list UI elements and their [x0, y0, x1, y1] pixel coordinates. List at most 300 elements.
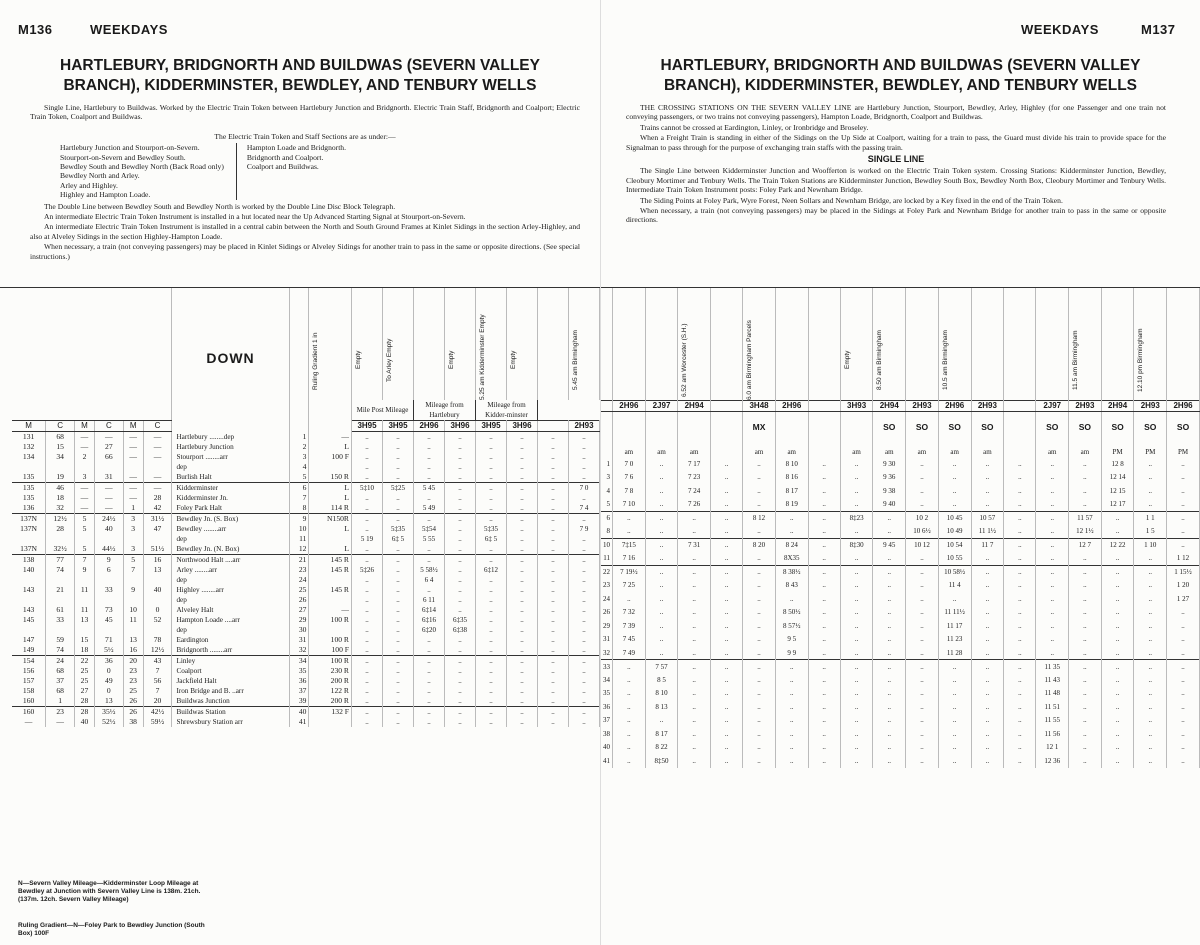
- time-cell: ..: [873, 619, 906, 633]
- time-cell: ..: [569, 696, 600, 707]
- mileage-cell: 77: [46, 555, 75, 566]
- train-code: 2H94: [873, 400, 906, 411]
- ampm-label: am: [678, 443, 711, 457]
- time-cell: ..: [678, 741, 711, 755]
- mileage-cell: 36: [94, 656, 123, 667]
- time-cell: ..: [569, 514, 600, 525]
- time-cell: ..: [569, 442, 600, 452]
- ampm-label: am: [1069, 443, 1102, 457]
- station-name: Hartlebury Junction: [172, 442, 289, 452]
- time-cell: 1 15½: [1167, 565, 1200, 579]
- time-cell: 6‡ 5: [383, 534, 414, 544]
- time-cell: ..: [569, 605, 600, 615]
- time-cell: ..: [971, 727, 1004, 741]
- station-name: Shrewsbury Station arr: [172, 717, 289, 727]
- mileage-cell: 12½: [143, 645, 172, 656]
- time-cell: ..: [445, 472, 476, 483]
- train-label-cell: [938, 288, 971, 400]
- time-cell: ..: [476, 514, 507, 525]
- time-cell: ..: [678, 619, 711, 633]
- time-cell: ..: [840, 565, 873, 579]
- time-cell: ..: [1004, 673, 1036, 687]
- down-label: DOWN: [206, 350, 255, 367]
- time-cell: ..: [538, 575, 569, 585]
- mc-header: M: [75, 421, 95, 432]
- time-cell: ..: [873, 565, 906, 579]
- time-cell: ..: [613, 714, 646, 728]
- time-cell: ..: [645, 606, 678, 620]
- time-cell: ..: [445, 635, 476, 645]
- time-cell: 6‡12: [476, 565, 507, 575]
- time-cell: ..: [775, 660, 808, 674]
- table-row: [12, 472, 600, 483]
- time-cell: ..: [538, 534, 569, 544]
- time-cell: ..: [1069, 498, 1102, 512]
- time-cell: ..: [569, 686, 600, 696]
- time-cell: ..: [1134, 552, 1167, 566]
- time-cell: ..: [445, 544, 476, 555]
- time-cell: ..: [775, 673, 808, 687]
- mileage-cell: 9: [123, 585, 143, 595]
- time-cell: ..: [711, 646, 743, 660]
- table-row: [12, 514, 600, 525]
- time-cell: ..: [808, 606, 840, 620]
- time-cell: ..: [507, 514, 538, 525]
- time-cell: 7 49: [613, 646, 646, 660]
- time-cell: ..: [383, 452, 414, 462]
- time-cell: ..: [352, 605, 383, 615]
- row-number: 34: [601, 673, 613, 687]
- time-cell: ..: [1069, 727, 1102, 741]
- intro-text: Single Line, Hartlebury to Buildwas. Worked by the Electric Train Token between Hartlebury Junction and Bridgnorth. Electric Train Staff, Bridgnorth and Coalport; Electric Train Token, Coalport and Buildwas.: [30, 103, 580, 122]
- time-cell: ..: [613, 660, 646, 674]
- time-cell: ..: [507, 605, 538, 615]
- ampm-label: am: [743, 443, 776, 457]
- time-cell: ..: [1134, 727, 1167, 741]
- time-cell: 6‡16: [414, 615, 445, 625]
- time-cell: ..: [711, 673, 743, 687]
- time-cell: ..: [1004, 498, 1036, 512]
- days-label: SO: [1167, 411, 1200, 443]
- time-cell: ..: [1069, 714, 1102, 728]
- time-cell: ..: [743, 579, 776, 593]
- time-cell: ..: [445, 605, 476, 615]
- time-cell: ..: [569, 462, 600, 472]
- gradient: L: [309, 442, 352, 452]
- mileage-cell: 134: [12, 452, 46, 462]
- time-cell: ..: [538, 686, 569, 696]
- time-cell: ..: [840, 700, 873, 714]
- time-cell: ..: [906, 687, 939, 701]
- table-row: [601, 457, 1200, 471]
- time-cell: ..: [445, 565, 476, 575]
- time-cell: 8 22: [645, 741, 678, 755]
- time-cell: ..: [445, 676, 476, 686]
- station-name: dep: [172, 534, 289, 544]
- time-cell: 5‡25: [383, 483, 414, 494]
- mileage-cell: [123, 462, 143, 472]
- time-cell: ..: [1036, 457, 1069, 471]
- mileage-cell: 145: [12, 615, 46, 625]
- mileage-cell: 3: [75, 472, 95, 483]
- time-cell: ..: [538, 666, 569, 676]
- time-cell: ..: [645, 484, 678, 498]
- time-cell: ..: [743, 741, 776, 755]
- time-cell: ..: [538, 442, 569, 452]
- time-cell: ..: [569, 544, 600, 555]
- table-row: [601, 687, 1200, 701]
- time-cell: ..: [743, 457, 776, 471]
- time-cell: ..: [645, 714, 678, 728]
- time-cell: ..: [414, 696, 445, 707]
- time-cell: ..: [476, 625, 507, 635]
- time-cell: ..: [538, 717, 569, 727]
- mileage-cell: 16: [143, 555, 172, 566]
- time-cell: ..: [971, 606, 1004, 620]
- time-cell: ..: [743, 498, 776, 512]
- time-cell: ..: [1036, 484, 1069, 498]
- time-cell: ..: [938, 754, 971, 768]
- row-number: 6: [289, 483, 309, 494]
- mc-header: M: [123, 421, 143, 432]
- station-name: Alveley Halt: [172, 605, 289, 615]
- time-cell: ..: [445, 493, 476, 503]
- time-cell: ..: [507, 565, 538, 575]
- table-row: [12, 615, 600, 625]
- time-cell: ..: [507, 503, 538, 514]
- row-number: 8: [601, 525, 613, 539]
- train-label: 12.10 pm Birmingham: [1137, 327, 1145, 392]
- time-cell: ..: [383, 656, 414, 667]
- time-cell: ..: [743, 471, 776, 485]
- time-cell: 7 45: [613, 633, 646, 647]
- days-label: SO: [1134, 411, 1167, 443]
- time-cell: ..: [613, 700, 646, 714]
- time-cell: ..: [808, 741, 840, 755]
- ampm-label: am: [938, 443, 971, 457]
- mileage-cell: 143: [12, 585, 46, 595]
- time-cell: 7 57: [645, 660, 678, 674]
- time-cell: ..: [743, 552, 776, 566]
- table-row: [601, 741, 1200, 755]
- time-cell: ..: [1036, 498, 1069, 512]
- train-label-cell: [906, 288, 939, 400]
- time-cell: ..: [711, 511, 743, 525]
- time-cell: ..: [1101, 741, 1134, 755]
- station-name: Kidderminster: [172, 483, 289, 494]
- time-cell: ..: [645, 457, 678, 471]
- time-cell: ..: [476, 645, 507, 656]
- left-day-label: WEEKDAYS: [90, 22, 168, 37]
- time-cell: ..: [971, 687, 1004, 701]
- ampm-label: [808, 443, 840, 457]
- mileage-cell: 21: [46, 585, 75, 595]
- time-cell: ..: [971, 552, 1004, 566]
- train-label: 8.50 am Birmingham: [876, 329, 884, 390]
- mileage-cell: —: [123, 483, 143, 494]
- time-cell: ..: [383, 717, 414, 727]
- time-cell: 8‡23: [840, 511, 873, 525]
- time-cell: ..: [840, 525, 873, 539]
- siding-points-note: The Siding Points at Foley Park, Wyre Forest, Neen Sollars and Newnham Bridge, are locked by a Key fixed in the end of the Train Token.: [640, 195, 1063, 205]
- time-cell: ..: [1101, 727, 1134, 741]
- row-number: 31: [289, 635, 309, 645]
- time-cell: 8 12: [743, 511, 776, 525]
- mileage-cell: 59: [46, 635, 75, 645]
- row-number: 2: [289, 442, 309, 452]
- mileage-cell: 59½: [143, 717, 172, 727]
- para-sidings: When necessary, a train (not conveying passengers) may be placed in Kinlet Sidings or Alveley Sidings for another train to pass in the same or opposite directions. (See special instructions.): [30, 242, 580, 261]
- time-cell: ..: [906, 565, 939, 579]
- right-page: [601, 0, 1200, 945]
- time-cell: ..: [678, 511, 711, 525]
- mileage-cell: 24½: [94, 514, 123, 525]
- mc-header: C: [143, 421, 172, 432]
- time-cell: ..: [678, 606, 711, 620]
- time-cell: 5 19: [352, 534, 383, 544]
- table-row: [601, 579, 1200, 593]
- time-cell: 12 1: [1036, 741, 1069, 755]
- gradient: —: [309, 432, 352, 443]
- time-cell: ..: [613, 754, 646, 768]
- time-cell: ..: [775, 592, 808, 606]
- time-cell: ..: [445, 595, 476, 605]
- time-cell: ..: [538, 615, 569, 625]
- mileage-cell: 3: [123, 524, 143, 534]
- station-name: dep: [172, 595, 289, 605]
- mileage-cell: 157: [12, 676, 46, 686]
- time-cell: ..: [873, 646, 906, 660]
- ampm-label: PM: [1101, 443, 1134, 457]
- time-cell: ..: [678, 552, 711, 566]
- time-cell: ..: [383, 595, 414, 605]
- time-cell: 12 1½: [1069, 525, 1102, 539]
- time-cell: ..: [645, 579, 678, 593]
- mileage-cell: 135: [12, 472, 46, 483]
- row-number: 8: [289, 503, 309, 514]
- sections-column-1: [60, 143, 236, 199]
- time-cell: 7 39: [613, 619, 646, 633]
- time-cell: ..: [711, 579, 743, 593]
- time-cell: ..: [414, 452, 445, 462]
- time-cell: 8 10: [775, 457, 808, 471]
- time-cell: ..: [678, 646, 711, 660]
- time-cell: 9 5: [775, 633, 808, 647]
- time-cell: ..: [645, 592, 678, 606]
- time-cell: ..: [1167, 754, 1200, 768]
- time-cell: ..: [1004, 754, 1036, 768]
- mileage-cell: 24: [46, 656, 75, 667]
- days-label: SO: [1069, 411, 1102, 443]
- time-cell: ..: [873, 525, 906, 539]
- gradient: 100 R: [309, 635, 352, 645]
- time-cell: ..: [645, 538, 678, 552]
- time-cell: ..: [873, 727, 906, 741]
- time-cell: ..: [678, 714, 711, 728]
- time-cell: ..: [1101, 592, 1134, 606]
- time-cell: ..: [906, 498, 939, 512]
- time-cell: ..: [613, 687, 646, 701]
- gradient: 145 R: [309, 585, 352, 595]
- time-cell: ..: [613, 741, 646, 755]
- time-cell: ..: [383, 625, 414, 635]
- time-cell: ..: [352, 645, 383, 656]
- time-cell: 8 17: [775, 484, 808, 498]
- train-label-cell: [569, 288, 600, 400]
- time-cell: ..: [840, 606, 873, 620]
- time-cell: 1 20: [1167, 579, 1200, 593]
- time-cell: ..: [476, 442, 507, 452]
- time-cell: ..: [538, 645, 569, 656]
- time-cell: ..: [1004, 687, 1036, 701]
- mileage-cell: [94, 595, 123, 605]
- time-cell: ..: [678, 579, 711, 593]
- time-cell: 7 32: [613, 606, 646, 620]
- time-cell: ..: [1004, 525, 1036, 539]
- time-cell: 7 4: [569, 503, 600, 514]
- time-cell: ..: [711, 727, 743, 741]
- time-cell: ..: [906, 727, 939, 741]
- time-cell: ..: [1134, 673, 1167, 687]
- row-number: 40: [601, 741, 613, 755]
- row-number-header: [601, 400, 613, 411]
- row-number: 37: [289, 686, 309, 696]
- time-cell: 7 0: [613, 457, 646, 471]
- time-cell: ..: [476, 493, 507, 503]
- table-row: [12, 605, 600, 615]
- time-cell: ..: [538, 462, 569, 472]
- row-number: 22: [601, 565, 613, 579]
- time-cell: ..: [645, 646, 678, 660]
- time-cell: ..: [383, 635, 414, 645]
- time-cell: ..: [678, 673, 711, 687]
- time-cell: ..: [645, 525, 678, 539]
- time-cell: ..: [938, 727, 971, 741]
- time-cell: 11 55: [1036, 714, 1069, 728]
- ampm-row: [601, 443, 1200, 457]
- footnote-gradient: Ruling Gradient—N—Foley Park to Bewdley Junction (South Box) 100F: [18, 922, 205, 937]
- time-cell: 9 9: [775, 646, 808, 660]
- table-row: [12, 585, 600, 595]
- mileage-cell: 12½: [46, 514, 75, 525]
- table-row: [12, 707, 600, 718]
- train-code: 2J97: [1036, 400, 1069, 411]
- time-cell: ..: [711, 633, 743, 647]
- mileage-cell: 7: [123, 565, 143, 575]
- station-name: Jackfield Halt: [172, 676, 289, 686]
- time-cell: 9 36: [873, 471, 906, 485]
- time-cell: ..: [775, 687, 808, 701]
- row-number-header: [601, 288, 613, 400]
- ampm-label: am: [613, 443, 646, 457]
- gradient: 145 R: [309, 555, 352, 566]
- time-cell: ..: [445, 483, 476, 494]
- train-label-cell: [645, 288, 678, 400]
- time-cell: ..: [445, 462, 476, 472]
- time-cell: ..: [711, 687, 743, 701]
- time-cell: ..: [507, 656, 538, 667]
- time-cell: 1 10: [1134, 538, 1167, 552]
- mileage-cell: 40: [143, 585, 172, 595]
- mileage-cell: —: [123, 452, 143, 462]
- mileage-cell: 38: [123, 717, 143, 727]
- time-cell: ..: [1069, 633, 1102, 647]
- mileage-cell: [46, 625, 75, 635]
- time-cell: ..: [678, 687, 711, 701]
- days-label: SO: [1036, 411, 1069, 443]
- days-label: SO: [873, 411, 906, 443]
- time-cell: ..: [1069, 606, 1102, 620]
- time-cell: ..: [906, 660, 939, 674]
- time-cell: ..: [743, 727, 776, 741]
- time-cell: ..: [971, 579, 1004, 593]
- mileage-cell: [94, 625, 123, 635]
- time-cell: ..: [743, 714, 776, 728]
- train-code: 3H48: [743, 400, 776, 411]
- mileage-cell: 160: [12, 707, 46, 718]
- train-label-cell: [538, 288, 569, 400]
- mileage-cell: 51½: [143, 544, 172, 555]
- time-cell: ..: [507, 645, 538, 656]
- time-cell: ..: [840, 754, 873, 768]
- right-day-label: WEEKDAYS: [1021, 22, 1099, 37]
- time-cell: ..: [476, 544, 507, 555]
- time-cell: ..: [1134, 565, 1167, 579]
- mileage-cell: 5: [75, 514, 95, 525]
- train-code: [1004, 400, 1036, 411]
- row-number: 3: [601, 471, 613, 485]
- time-cell: ..: [1004, 538, 1036, 552]
- mileage-cell: 6: [94, 565, 123, 575]
- mileage-cell: 5½: [94, 645, 123, 656]
- gradient: 100 F: [309, 645, 352, 656]
- table-row: [12, 544, 600, 555]
- row-number: 5: [601, 498, 613, 512]
- time-cell: ..: [808, 538, 840, 552]
- time-cell: ..: [678, 565, 711, 579]
- time-cell: ..: [507, 585, 538, 595]
- train-code: 2H93: [569, 421, 600, 432]
- time-cell: 6‡14: [414, 605, 445, 615]
- time-cell: ..: [1167, 511, 1200, 525]
- time-cell: ..: [906, 700, 939, 714]
- time-cell: ..: [352, 472, 383, 483]
- time-cell: ..: [383, 676, 414, 686]
- time-cell: ..: [538, 544, 569, 555]
- time-cell: ..: [971, 484, 1004, 498]
- time-cell: 7 16: [613, 552, 646, 566]
- time-cell: ..: [1134, 619, 1167, 633]
- row-number: 34: [289, 656, 309, 667]
- time-cell: ..: [743, 592, 776, 606]
- time-cell: ..: [711, 538, 743, 552]
- time-cell: ..: [938, 498, 971, 512]
- time-cell: ..: [1134, 498, 1167, 512]
- right-timetable: [601, 288, 1200, 768]
- time-cell: ..: [1101, 687, 1134, 701]
- time-cell: 12 8: [1101, 457, 1134, 471]
- train-code: 3H93: [840, 400, 873, 411]
- time-cell: ..: [678, 700, 711, 714]
- time-cell: ..: [808, 579, 840, 593]
- station-name: Kidderminster Jn.: [172, 493, 289, 503]
- time-cell: 9 45: [873, 538, 906, 552]
- time-cell: 12 22: [1101, 538, 1134, 552]
- time-cell: 10 58½: [938, 565, 971, 579]
- time-cell: ..: [906, 619, 939, 633]
- time-cell: 1 1: [1134, 511, 1167, 525]
- table-row: [12, 686, 600, 696]
